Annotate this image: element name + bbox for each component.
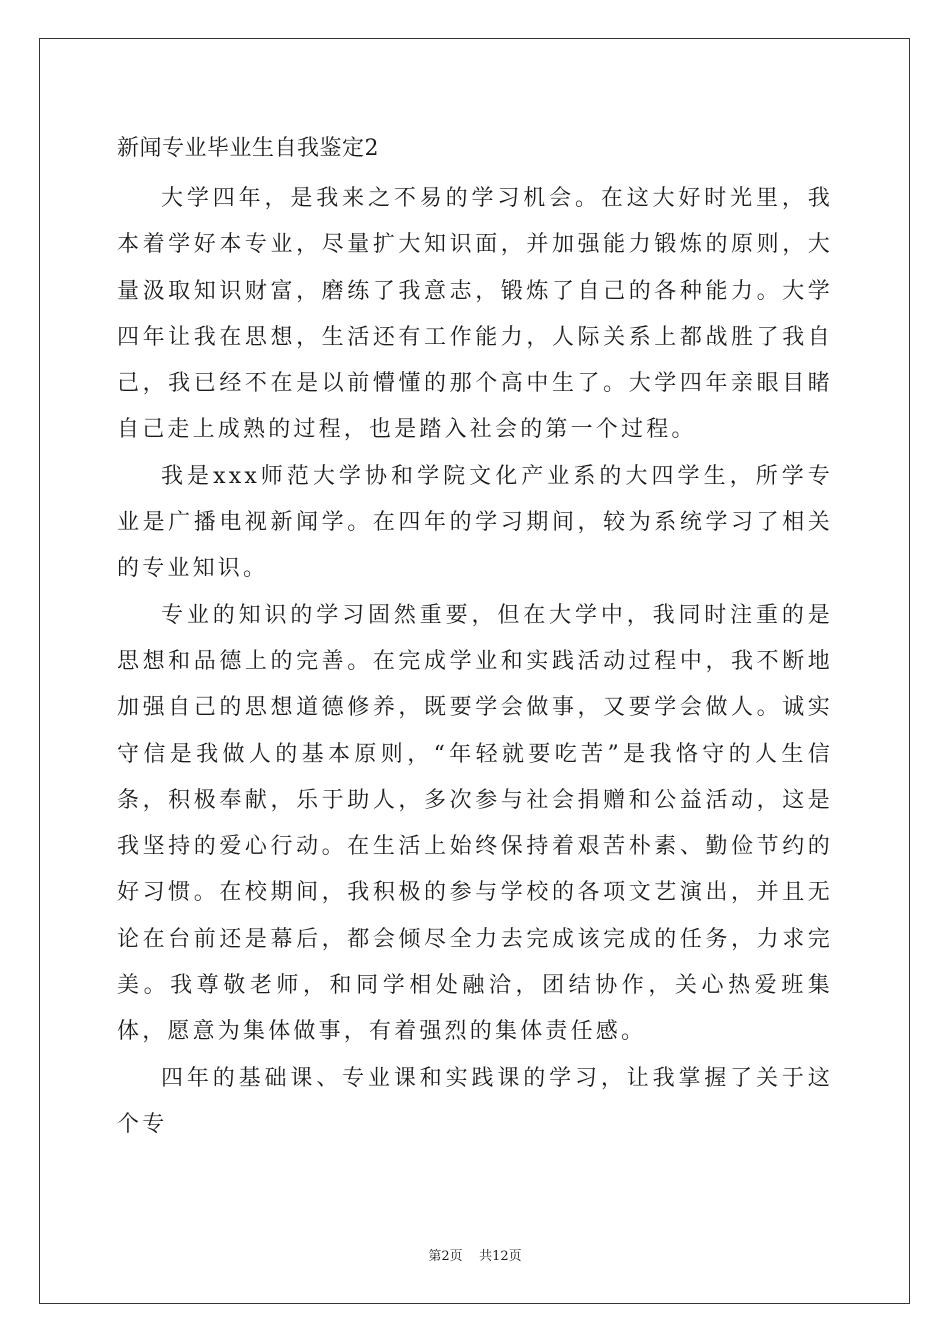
paragraph-3: 专业的知识的学习固然重要，但在大学中，我同时注重的是思想和品德上的完善。在完成学业和实践活动过程中，我不断地加强自己的思想道德修养，既要学会做事，又要学会做人。诚实守信是我做人的基本原则，“年轻就要吃苦”是我恪守的人生信条，积极奉献，乐于助人，多次参与社会捐赠和公益活动，这是我坚持的爱心行动。在生活上始终保持着艰苦朴素、勤俭节约的好习惯。在校期间，我积极的参与学校的各项文艺演出，并且无论在台前还是幕后，都会倾尽全力去完成该完成的任务，力求完美。我尊敬老师，和同学相处融洽，团结协作，关心热爱班集体，愿意为集体做事，有着强烈的集体责任感。 [117, 602, 833, 1045]
paragraph-2: 我是xxx师范大学协和学院文化产业系的大四学生，所学专业是广播电视新闻学。在四年的学习期间，较为系统学习了相关的专业知识。 [117, 463, 833, 582]
document-body [117, 176, 833, 1148]
paragraph-1: 大学四年，是我来之不易的学习机会。在这大好时光里，我本着学好本专业，尽量扩大知识面，并加强能力锻炼的原则，大量汲取知识财富，磨练了我意志，锻炼了自己的各种能力。大学四年让我在思想，生活还有工作能力，人际关系上都战胜了我自己，我已经不在是以前懵懂的那个高中生了。大学四年亲眼目睹自己走上成熟的过程，也是踏入社会的第一个过程。 [117, 186, 833, 443]
paragraph-4: 四年的基础课、专业课和实践课的学习，让我掌握了关于这个专 [117, 1065, 833, 1137]
document-title: 新闻专业毕业生自我鉴定2 [117, 136, 379, 161]
page-number-footer: 第2页 共12页 [428, 1249, 522, 1264]
